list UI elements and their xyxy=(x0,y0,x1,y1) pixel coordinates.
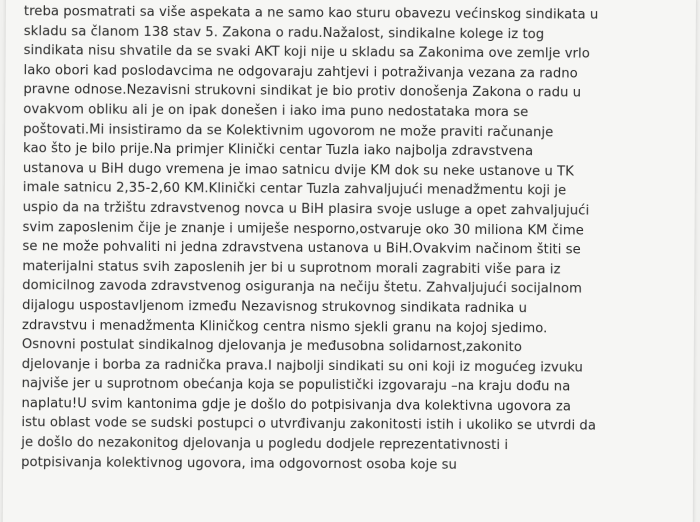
document-body xyxy=(21,2,696,476)
text-line-4: lako obori kad poslodavcima ne odgovaraju zahtjevi i potraživanja vezana za radno xyxy=(23,62,578,82)
text-line-23: je došlo do nezakonitog djelovanja u pogledu dodjele reprezentativnosti i xyxy=(21,435,509,454)
text-line-18: Osnovni postulat sindikalnog djelovanja je međusobna solidarnost,zakonito xyxy=(21,337,522,356)
text-line-20: najviše jer u suprotnom obećanja koja se populistički izgovaraju –na kraju dođu na xyxy=(21,376,571,395)
scanned-sheet xyxy=(3,0,696,522)
text-line-22: istu oblast vode se sudski postupci o utvrđivanju zakonitosti istih i ukoliko se utvrdi da xyxy=(21,415,597,435)
text-line-24: potpisivanja kolektivnog ugovora, ima odgovornost osoba koje su xyxy=(21,454,457,473)
text-line-9: ustanova u BiH dugo vremena je imao satnicu dvije KM dok su neke ustanove u TK xyxy=(22,160,574,180)
text-line-3: sindikata nisu shvatile da se svaki AKT koji nije u skladu sa Zakonima ove zemlje vrlo xyxy=(23,43,590,62)
text-line-16: dijalogu uspostavljenom između Nezavisnog strukovnog sindikata radnika u xyxy=(22,298,528,317)
text-line-7: poštovati.Mi insistiramo da se Kolektivnim ugovorom ne može praviti računanje xyxy=(23,121,554,140)
text-line-12: svim zaposlenim čije je znanje i umiješe nesporno,ostvaruje oko 30 miliona KM čime xyxy=(22,219,584,239)
text-line-10: imale satnicu 2,35-2,60 KM.Klinički centar Tuzla zahvaljujući menadžmentu koji je xyxy=(22,180,567,199)
text-line-15: domicilnog zavoda zdravstvenog osiguranja na nečiju štetu. Zahvaljujući socijalnom xyxy=(22,278,583,297)
text-line-17: zdravstvu i menadžmenta Kliničkog centra nismo sjekli granu na kojoj sjedimo. xyxy=(21,317,548,336)
text-line-2: skladu sa članom 138 stav 5. Zakona o radu.Nažalost, sindikalne kolege iz tog xyxy=(23,23,545,42)
text-line-19: djelovanje i borba za radnička prava.I najbolji sindikati su oni koji iz mogućeg izvuku xyxy=(21,356,583,376)
text-line-6: ovakvom obliku ali je on ipak donešen i iako ima puno nedostataka mora se xyxy=(23,102,529,121)
text-line-1: treba posmatrati sa više aspekata a ne samo kao sturu obavezu većinskog sindikata u xyxy=(23,4,599,23)
text-line-5: pravne odnose.Nezavisni strukovni sindikat je bio protiv donošenja Zakona o radu u xyxy=(23,82,582,101)
text-line-11: uspio da na tržištu zdravstvenog novca u BiH plasira svoje usluge a opet zahvaljujući xyxy=(22,200,590,219)
text-line-21: naplatu!U svim kantonima gdje je došlo do potpisivanja dva kolektivna ugovora za xyxy=(21,395,572,415)
text-line-14: materijalni status svih zaposlenih jer bi u suprotnom morali zagrabiti više para iz xyxy=(22,258,561,278)
text-line-13: se ne može pohvaliti ni jedna zdravstvena ustanova u BiH.Ovakvim načinom štiti se xyxy=(22,239,581,258)
text-line-8: kao što je bilo prije.Na primjer Klinički centar Tuzla iako najbolja zdravstvena xyxy=(23,141,534,160)
